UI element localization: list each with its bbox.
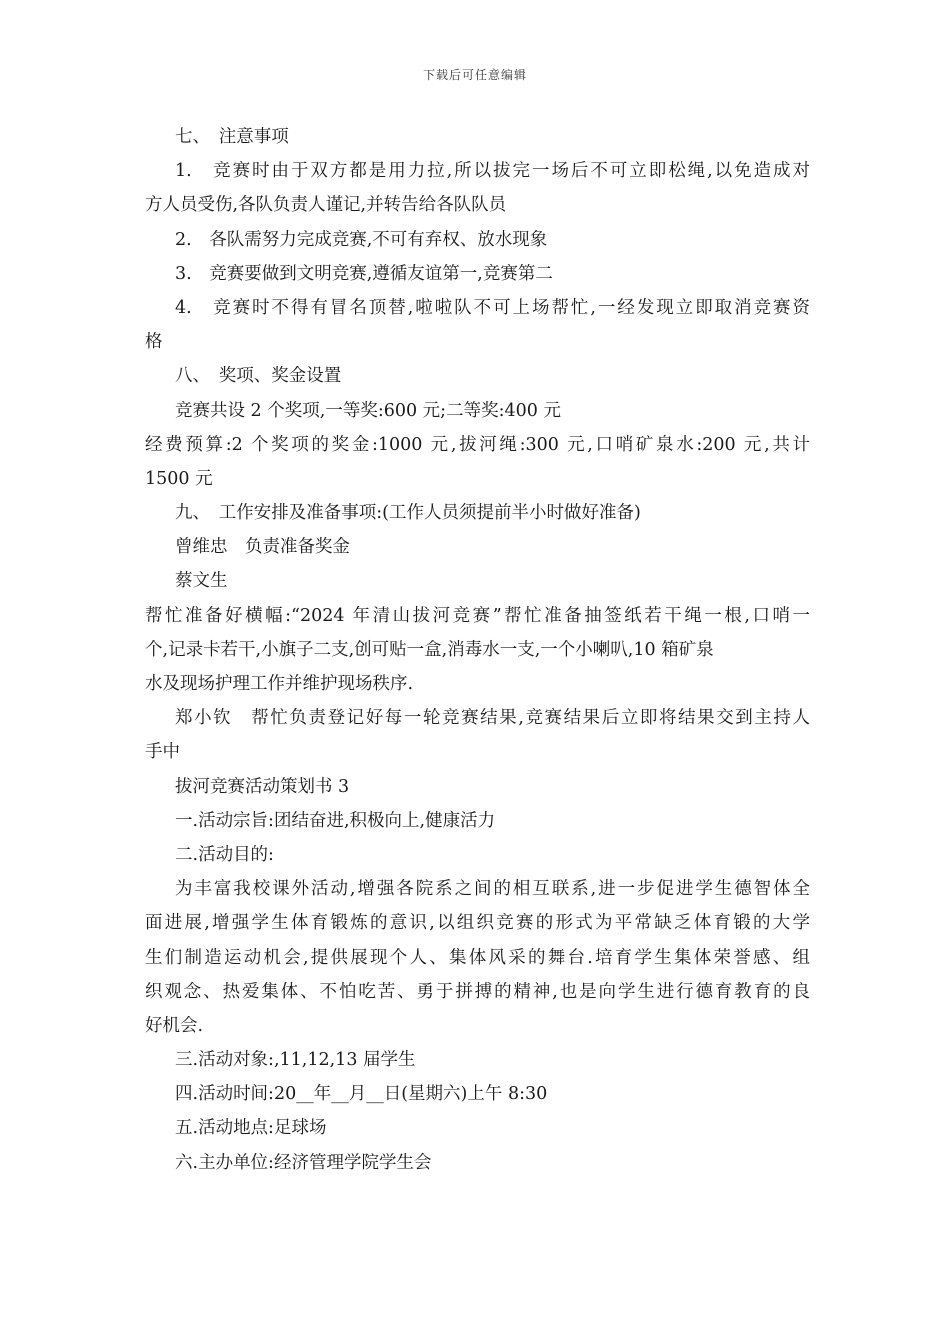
- paragraph-line: 个,记录卡若干,小旗子二支,创可贴一盒,消毒水一支,一个小喇叭,10 箱矿泉: [145, 639, 714, 660]
- paragraph-line: 曾维忠 负责准备奖金: [175, 537, 350, 558]
- section-heading-awards: 八、 奖项、奖金设置: [175, 366, 342, 387]
- paragraph-line: 经费预算:2 个奖项的奖金:1000 元,拔河绳:300 元,口哨矿泉水:200 元,共计: [145, 434, 810, 455]
- paragraph-line: 好机会.: [145, 1015, 204, 1036]
- header-note: 下载后可任意编辑: [422, 68, 527, 82]
- paragraph-line: 2. 各队需努力完成竞赛,不可有弃权、放水现象: [175, 229, 548, 250]
- paragraph-line: 织观念、热爱集体、不怕吃苦、勇于拼搏的精神,也是向学生进行德育教育的良: [145, 981, 810, 1002]
- paragraph-line: 4. 竞赛时不得有冒名顶替,啦啦队不可上场帮忙,一经发现立即取消竞赛资: [175, 297, 810, 318]
- paragraph-line: 生们制造运动机会,提供展现个人、集体风采的舞台.培育学生集体荣誉感、组: [145, 947, 810, 968]
- paragraph-line: 帮忙准备好横幅:“2024 年清山拔河竞赛”帮忙准备抽签纸若干绳一根,口哨一: [145, 605, 810, 626]
- paragraph-line: 三.活动对象:,11,12,13 届学生: [175, 1050, 416, 1071]
- paragraph-line: 1500 元: [145, 468, 213, 489]
- section-heading-arrangements: 九、 工作安排及准备事项:(工作人员须提前半小时做好准备): [175, 503, 641, 524]
- paragraph-line: 郑小钦 帮忙负责登记好每一轮竞赛结果,竞赛结果后立即将结果交到主持人: [175, 708, 810, 729]
- paragraph-line: 手中: [145, 742, 180, 763]
- paragraph-line: 一.活动宗旨:团结奋进,积极向上,健康活力: [175, 810, 496, 831]
- paragraph-line: 方人员受伤,各队负责人谨记,并转告给各队队员: [145, 195, 507, 216]
- paragraph-line: 二.活动目的:: [175, 844, 274, 865]
- paragraph-line: 六.主办单位:经济管理学院学生会: [175, 1152, 432, 1173]
- paragraph-line: 竞赛共设 2 个奖项,一等奖:600 元;二等奖:400 元: [175, 400, 561, 421]
- paragraph-line: 格: [145, 332, 163, 353]
- document-subtitle: 拔河竞赛活动策划书 3: [175, 776, 350, 797]
- paragraph-line: 四.活动时间:20__年__月__日(星期六)上午 8:30: [175, 1084, 548, 1105]
- paragraph-line: 3. 竞赛要做到文明竞赛,遵循友谊第一,竞赛第二: [175, 263, 553, 284]
- paragraph-line: 1. 竞赛时由于双方都是用力拉,所以拔完一场后不可立即松绳,以免造成对: [175, 161, 810, 182]
- paragraph-line: 为丰富我校课外活动,增强各院系之间的相互联系,进一步促进学生德智体全: [175, 879, 810, 900]
- paragraph-line: 面进展,增强学生体育锻炼的意识,以组织竞赛的形式为平常缺乏体育锻的大学: [145, 913, 810, 934]
- paragraph-line: 五.活动地点:足球场: [175, 1118, 327, 1139]
- section-heading-precautions: 七、 注意事项: [175, 127, 289, 147]
- paragraph-line: 水及现场护理工作并维护现场秩序.: [145, 674, 414, 694]
- document-body: [145, 120, 810, 1180]
- paragraph-line: 蔡文生: [175, 571, 228, 592]
